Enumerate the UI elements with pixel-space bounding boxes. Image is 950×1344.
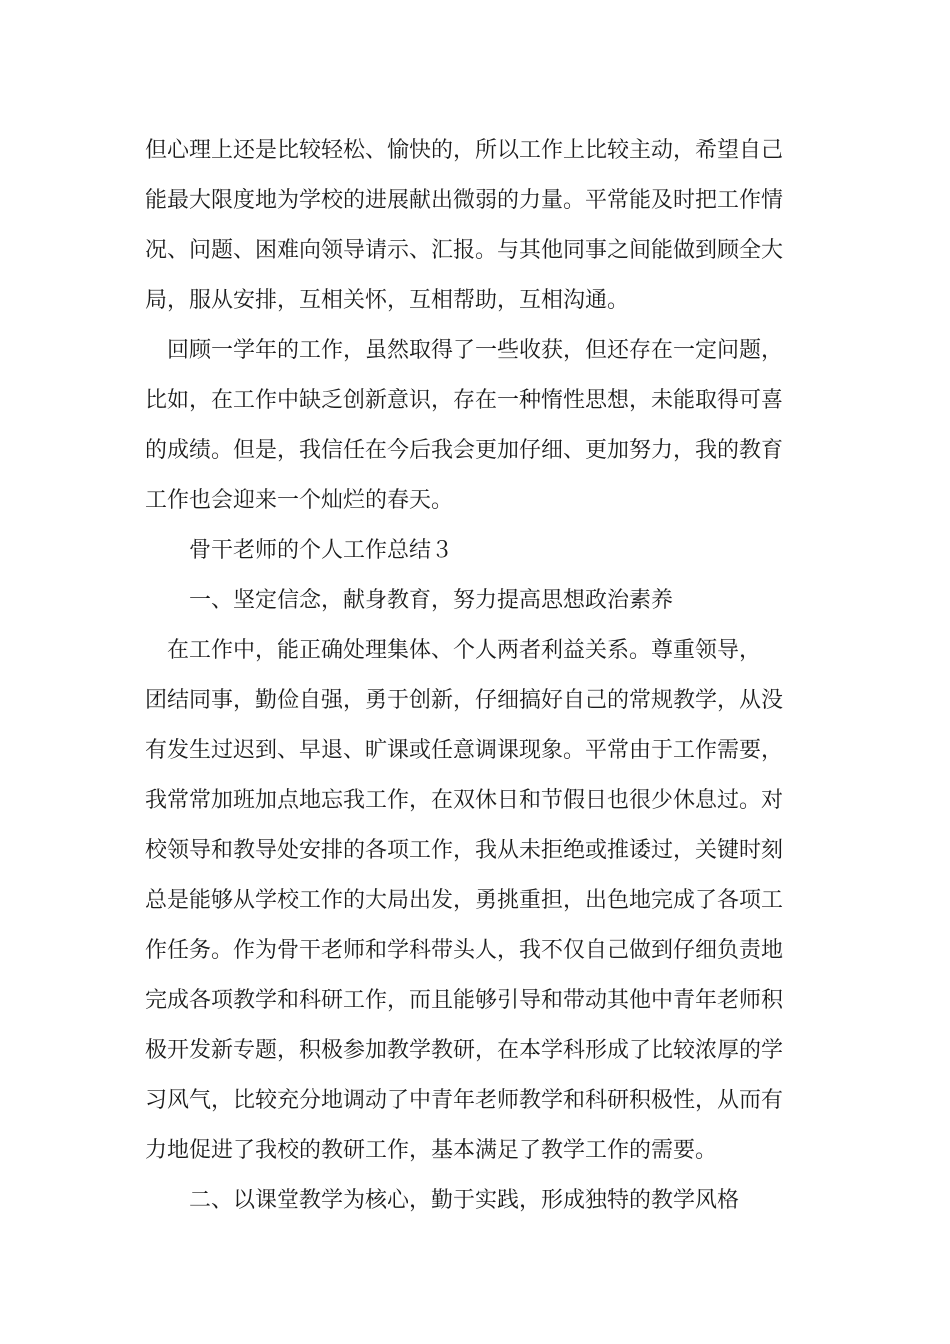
paragraph-2-line-1: 回顾一学年的工作，虽然取得了一些收获，但还存在一定问题， bbox=[145, 338, 784, 363]
paragraph-1-line-3: 况、问题、困难向领导请示、汇报。与其他同事之间能做到顾全大 bbox=[145, 238, 784, 263]
paragraph-1-line-4: 局，服从安排，互相关怀，互相帮助，互相沟通。 bbox=[145, 288, 630, 313]
paragraph-3-line-4: 我常常加班加点地忘我工作，在双休日和节假日也很少休息过。对 bbox=[145, 788, 784, 813]
paragraph-1-line-2: 能最大限度地为学校的进展献出微弱的力量。平常能及时把工作情 bbox=[145, 188, 784, 213]
paragraph-3-line-10: 习风气，比较充分地调动了中青年老师教学和科研积极性，从而有 bbox=[145, 1088, 784, 1113]
paragraph-1-line-1: 但心理上还是比较轻松、愉快的，所以工作上比较主动，希望自己 bbox=[145, 138, 784, 163]
paragraph-3-line-3: 有发生过迟到、早退、旷课或任意调课现象。平常由于工作需要， bbox=[145, 738, 784, 763]
paragraph-3-line-5: 校领导和教导处安排的各项工作，我从未拒绝或推诿过，关键时刻 bbox=[145, 838, 784, 863]
paragraph-3-line-6: 总是能够从学校工作的大局出发，勇挑重担，出色地完成了各项工 bbox=[145, 888, 784, 913]
paragraph-3-line-9: 极开发新专题，积极参加教学教研，在本学科形成了比较浓厚的学 bbox=[145, 1038, 784, 1063]
paragraph-2-line-4: 工作也会迎来一个灿烂的春天。 bbox=[145, 488, 454, 513]
section-1-title: 一、坚定信念，献身教育，努力提高思想政治素养 bbox=[145, 588, 674, 613]
paragraph-3-line-8: 完成各项教学和科研工作，而且能够引导和带动其他中青年老师积 bbox=[145, 988, 784, 1013]
summary-heading-3: 骨干老师的个人工作总结３ bbox=[145, 538, 454, 563]
paragraph-2-line-2: 比如，在工作中缺乏创新意识，存在一种惰性思想，未能取得可喜 bbox=[145, 388, 784, 413]
paragraph-3-line-2: 团结同事，勤俭自强，勇于创新，仔细搞好自己的常规教学，从没 bbox=[145, 688, 784, 713]
paragraph-3-line-7: 作任务。作为骨干老师和学科带头人，我不仅自己做到仔细负责地 bbox=[145, 938, 784, 963]
paragraph-3-line-11: 力地促进了我校的教研工作，基本满足了教学工作的需要。 bbox=[145, 1138, 718, 1163]
paragraph-2-line-3: 的成绩。但是，我信任在今后我会更加仔细、更加努力，我的教育 bbox=[145, 438, 784, 463]
section-2-title: 二、以课堂教学为核心，勤于实践，形成独特的教学风格 bbox=[145, 1188, 740, 1213]
paragraph-3-line-1: 在工作中，能正确处理集体、个人两者利益关系。尊重领导， bbox=[145, 638, 762, 663]
